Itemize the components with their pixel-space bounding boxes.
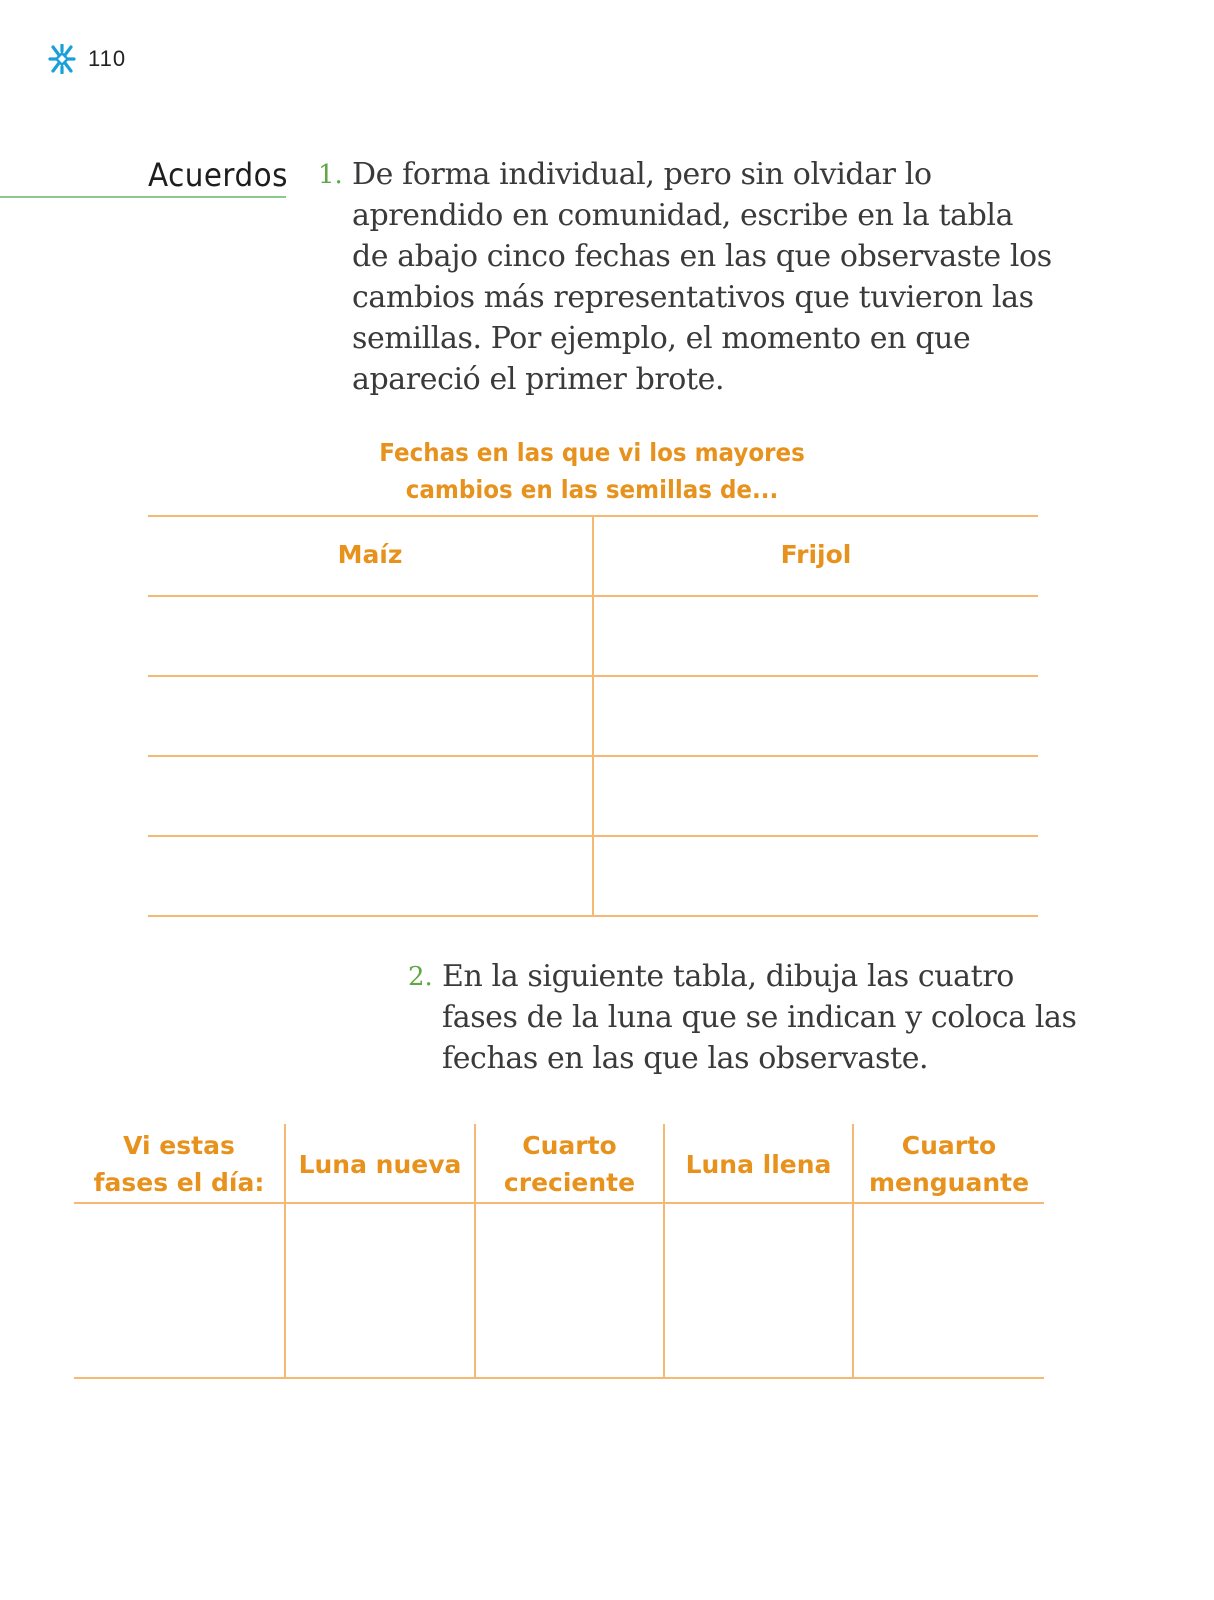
column-header-date xyxy=(74,1124,284,1204)
header-line: Luna nueva xyxy=(298,1149,462,1179)
table-title-line: cambios en las semillas de... xyxy=(405,475,779,504)
column-header-luna-llena xyxy=(665,1124,852,1204)
header-line: Cuarto xyxy=(522,1131,617,1160)
drawing-cell-cuarto-creciente[interactable] xyxy=(476,1204,663,1377)
header-line: Luna llena xyxy=(685,1149,832,1179)
column-header-maiz: Maíz xyxy=(337,540,403,569)
section-title: Acuerdos xyxy=(148,156,288,194)
table-cell-maiz-2[interactable] xyxy=(148,677,592,755)
snowflake-logo-icon xyxy=(48,44,76,74)
instruction-text: De forma individual, pero sin olvidar lo aprendido en comunidad, escribe en la tabla de abajo cinco fechas en las que observaste los cambios más representativos que tuvieron las semillas. Por ejemplo, el momento en que apareció el primer brote. xyxy=(352,157,1052,397)
table-cell-maiz-1[interactable] xyxy=(148,597,592,675)
table-cell-frijol-2[interactable] xyxy=(594,677,1038,755)
header-line: Cuarto xyxy=(901,1131,997,1160)
column-header-luna-nueva xyxy=(286,1124,474,1204)
table-cell-maiz-4[interactable] xyxy=(148,837,592,915)
drawing-cell-luna-llena[interactable] xyxy=(665,1204,852,1377)
date-cell[interactable] xyxy=(74,1204,284,1377)
header-line: Vi estas xyxy=(123,1131,235,1160)
table-cell-frijol-3[interactable] xyxy=(594,757,1038,835)
header-line: fases el día: xyxy=(93,1168,265,1197)
drawing-cell-luna-nueva[interactable] xyxy=(286,1204,474,1377)
instruction-text: En la siguiente tabla, dibuja las cuatro fases de la luna que se indican y coloca las fechas en las que las observaste. xyxy=(442,959,1077,1076)
instruction-number: 2. xyxy=(408,962,433,992)
page-number: 110 xyxy=(88,46,127,71)
instruction-number: 1. xyxy=(318,160,343,190)
table-rule xyxy=(74,1377,1044,1379)
table-title xyxy=(184,434,1001,508)
table-title-line: Fechas en las que vi los mayores xyxy=(379,438,805,467)
header-line: menguante xyxy=(868,1168,1030,1197)
drawing-cell-cuarto-menguante[interactable] xyxy=(854,1204,1044,1377)
table-cell-maiz-3[interactable] xyxy=(148,757,592,835)
column-header-cuarto-creciente xyxy=(476,1124,663,1204)
column-header-frijol: Frijol xyxy=(780,540,852,569)
column-header-cuarto-menguante xyxy=(854,1124,1044,1204)
table-cell-frijol-4[interactable] xyxy=(594,837,1038,915)
table-cell-frijol-1[interactable] xyxy=(594,597,1038,675)
header-line: creciente xyxy=(503,1168,636,1197)
section-rule xyxy=(0,196,286,198)
